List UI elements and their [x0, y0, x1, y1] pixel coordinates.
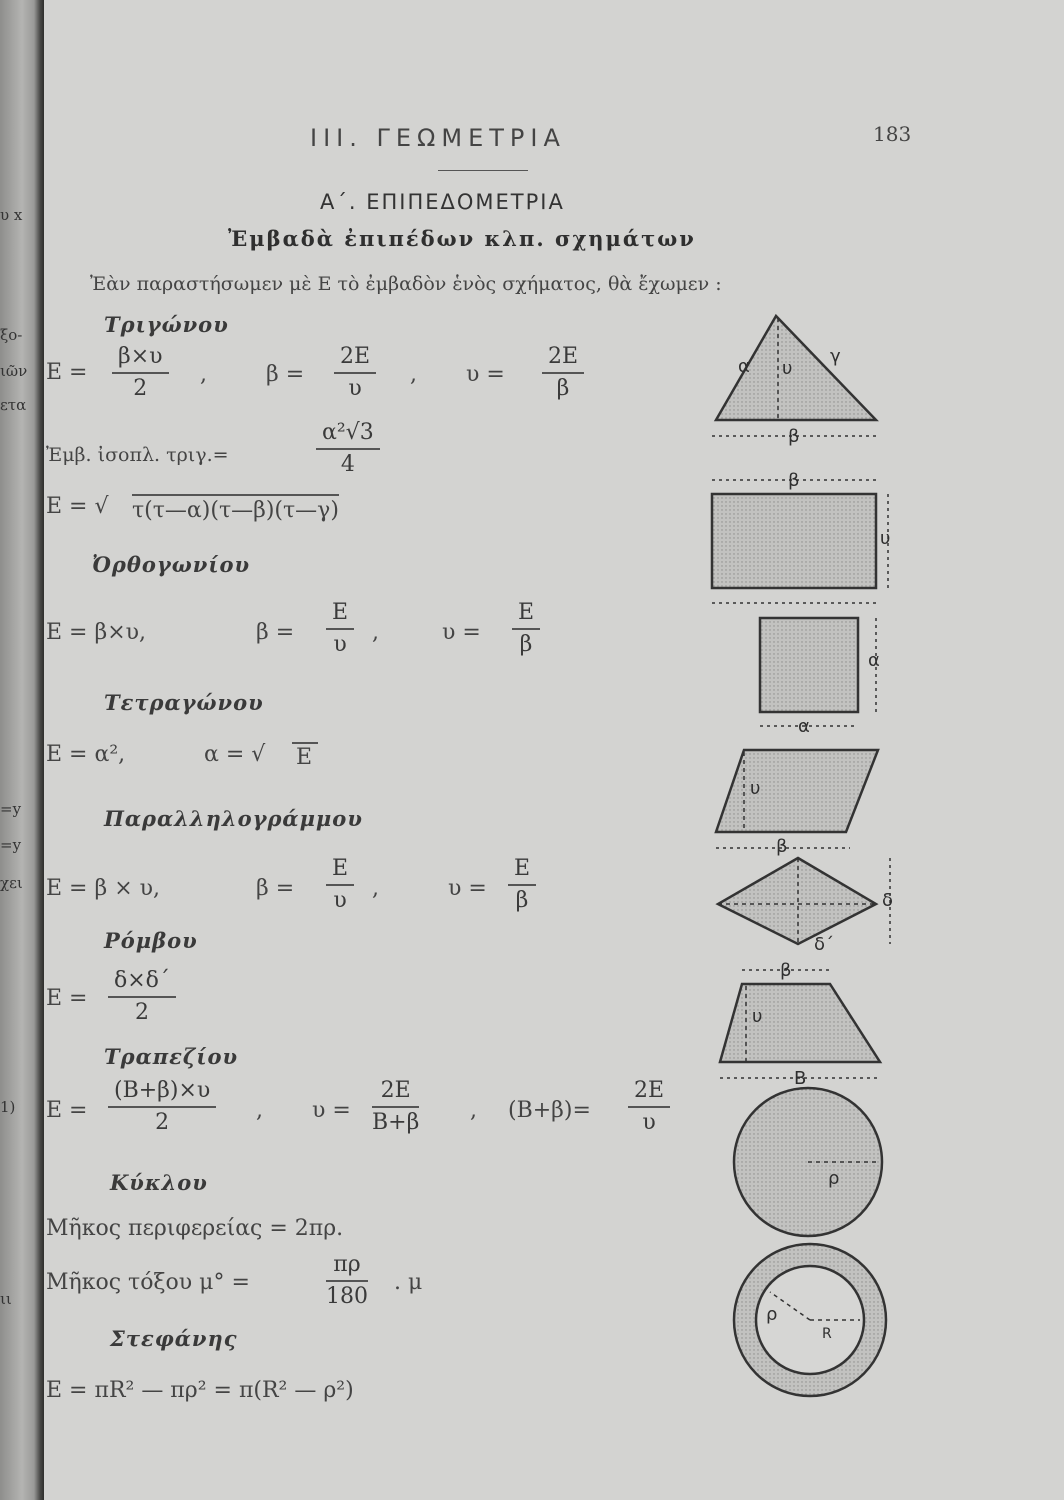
denominator: υ — [333, 632, 347, 657]
formula-tail: . μ — [394, 1270, 423, 1295]
denominator: υ — [348, 376, 362, 401]
formula-lhs: β = — [256, 620, 295, 645]
gutter-fragment: ετα — [0, 396, 27, 414]
formula-lhs: (Β+β)= — [508, 1098, 591, 1123]
figure-label: γ — [830, 346, 841, 367]
gutter-fragment: 1) — [0, 1098, 16, 1116]
figure-label: υ — [782, 358, 793, 379]
trapezoid-figure — [720, 984, 880, 1062]
gutter-fragment: ιι — [0, 1290, 12, 1308]
figure-label: β — [788, 426, 800, 447]
separator: , — [372, 620, 379, 645]
figure-label: δ — [882, 890, 894, 911]
denominator: 2 — [134, 1000, 149, 1025]
formula-lhs: β = — [266, 362, 305, 387]
heading-rhombus: Ρόμβου — [104, 928, 198, 953]
numerator: πρ — [326, 1250, 368, 1282]
numerator: β×υ — [112, 342, 169, 374]
gutter-fragment: ξο- — [0, 326, 23, 344]
denominator: 2 — [133, 376, 148, 401]
denominator: 180 — [326, 1284, 368, 1309]
numerator: Ε — [512, 598, 540, 630]
gutter-fragment: χει — [0, 874, 23, 892]
denominator: υ — [642, 1110, 656, 1135]
radicand: Ε — [292, 742, 318, 770]
numerator: 2Ε — [542, 342, 584, 374]
figure-label: υ — [750, 778, 761, 799]
parallelogram-figure — [716, 750, 878, 832]
denominator: 4 — [340, 452, 355, 477]
separator: , — [410, 362, 417, 387]
figure-label: υ — [880, 528, 891, 549]
numerator: (Β+β)×υ — [108, 1076, 216, 1108]
section-subtitle: Α΄. ΕΠΙΠΕΔΟΜΕΤΡΙΑ — [320, 190, 565, 214]
heading-square: Τετραγώνου — [104, 690, 264, 715]
denominator: β — [556, 376, 570, 401]
figure-label: β — [776, 836, 788, 857]
figure-label: α — [798, 716, 810, 737]
formula: Ε = πR² — πρ² = π(R² — ρ²) — [46, 1378, 354, 1403]
heading-circle: Κύκλου — [110, 1170, 208, 1195]
formula-lhs: Ε = — [46, 1098, 88, 1123]
formula-lhs: Μῆκος τόξου μ° = — [46, 1270, 250, 1295]
intro-text: Ἐὰν παραστήσωμεν μὲ Ε τὸ ἐμβαδὸν ἑνὸς σχήματος, θὰ ἔχωμεν : — [90, 273, 722, 295]
denominator: υ — [333, 888, 347, 913]
figure-label: α — [868, 650, 880, 671]
figure-label: α — [738, 356, 750, 377]
numerator: α²√3 — [316, 418, 380, 450]
denominator: Β+β — [372, 1110, 420, 1135]
formula: Ε = α², — [46, 742, 126, 767]
formula-lhs: Ε = √ — [46, 494, 109, 519]
formula-lhs: Ε = — [46, 986, 88, 1011]
heading-trapezoid: Τραπεζίου — [104, 1044, 239, 1069]
figure-label: ρ — [828, 1168, 840, 1189]
numerator: 2Ε — [372, 1076, 419, 1108]
denominator: β — [519, 632, 533, 657]
gutter-fragment: =y — [0, 800, 22, 818]
numerator: 2Ε — [334, 342, 376, 374]
numerator: 2Ε — [628, 1076, 670, 1108]
figure-label: υ — [752, 1006, 763, 1027]
rhombus-figure — [718, 858, 876, 944]
heading-annulus: Στεφάνης — [110, 1326, 238, 1351]
figure-label: β — [780, 960, 792, 981]
heading-triangle: Τριγώνου — [104, 312, 229, 337]
numerator: Ε — [326, 598, 354, 630]
numerator: Ε — [326, 854, 354, 886]
denominator: β — [515, 888, 529, 913]
gutter-fragment: ιῶν — [0, 362, 28, 380]
figure-label: ρ — [766, 1304, 778, 1325]
gutter-fragment: =y — [0, 836, 22, 854]
formula-lhs: Ἐμβ. ἰσοπλ. τριγ.= — [46, 444, 229, 466]
formula-lhs: υ = — [466, 362, 505, 387]
page-number: 183 — [873, 122, 912, 146]
separator: , — [372, 876, 379, 901]
separator: , — [470, 1098, 477, 1123]
denominator: 2 — [155, 1110, 170, 1135]
formula-lhs: Ε = — [46, 360, 88, 385]
formula-lhs: υ = — [448, 876, 487, 901]
square-figure — [760, 618, 858, 712]
separator: , — [200, 362, 207, 387]
formula: Ε = β × υ, — [46, 876, 160, 901]
formula-lhs: υ = — [442, 620, 481, 645]
gutter-fragment: υ x — [0, 206, 23, 224]
figure-label: R — [822, 1326, 832, 1342]
formula-lhs: β = — [256, 876, 295, 901]
section-subtitle-2: Ἐμβαδὰ ἐπιπέδων κλπ. σχημάτων — [228, 226, 696, 251]
formula: Μῆκος περιφερείας = 2πρ. — [46, 1216, 344, 1241]
rectangle-figure — [712, 494, 876, 588]
page-title: III. ΓΕΩΜΕΤΡΙΑ — [310, 124, 566, 152]
separator: , — [256, 1098, 263, 1123]
figure-label: Β — [794, 1068, 807, 1089]
numerator: Ε — [508, 854, 536, 886]
formula-lhs: υ = — [312, 1098, 351, 1123]
figure-label: β — [788, 470, 800, 491]
formula-lhs: α = √ — [204, 742, 266, 767]
radicand: τ(τ—α)(τ—β)(τ—γ) — [132, 494, 339, 523]
formula: Ε = β×υ, — [46, 620, 146, 645]
heading-rectangle: Ὀρθογωνίου — [92, 552, 251, 577]
heading-parallelogram: Παραλληλογράμμου — [104, 806, 363, 831]
figure-label: δ΄ — [814, 934, 835, 955]
numerator: δ×δ΄ — [108, 966, 176, 998]
